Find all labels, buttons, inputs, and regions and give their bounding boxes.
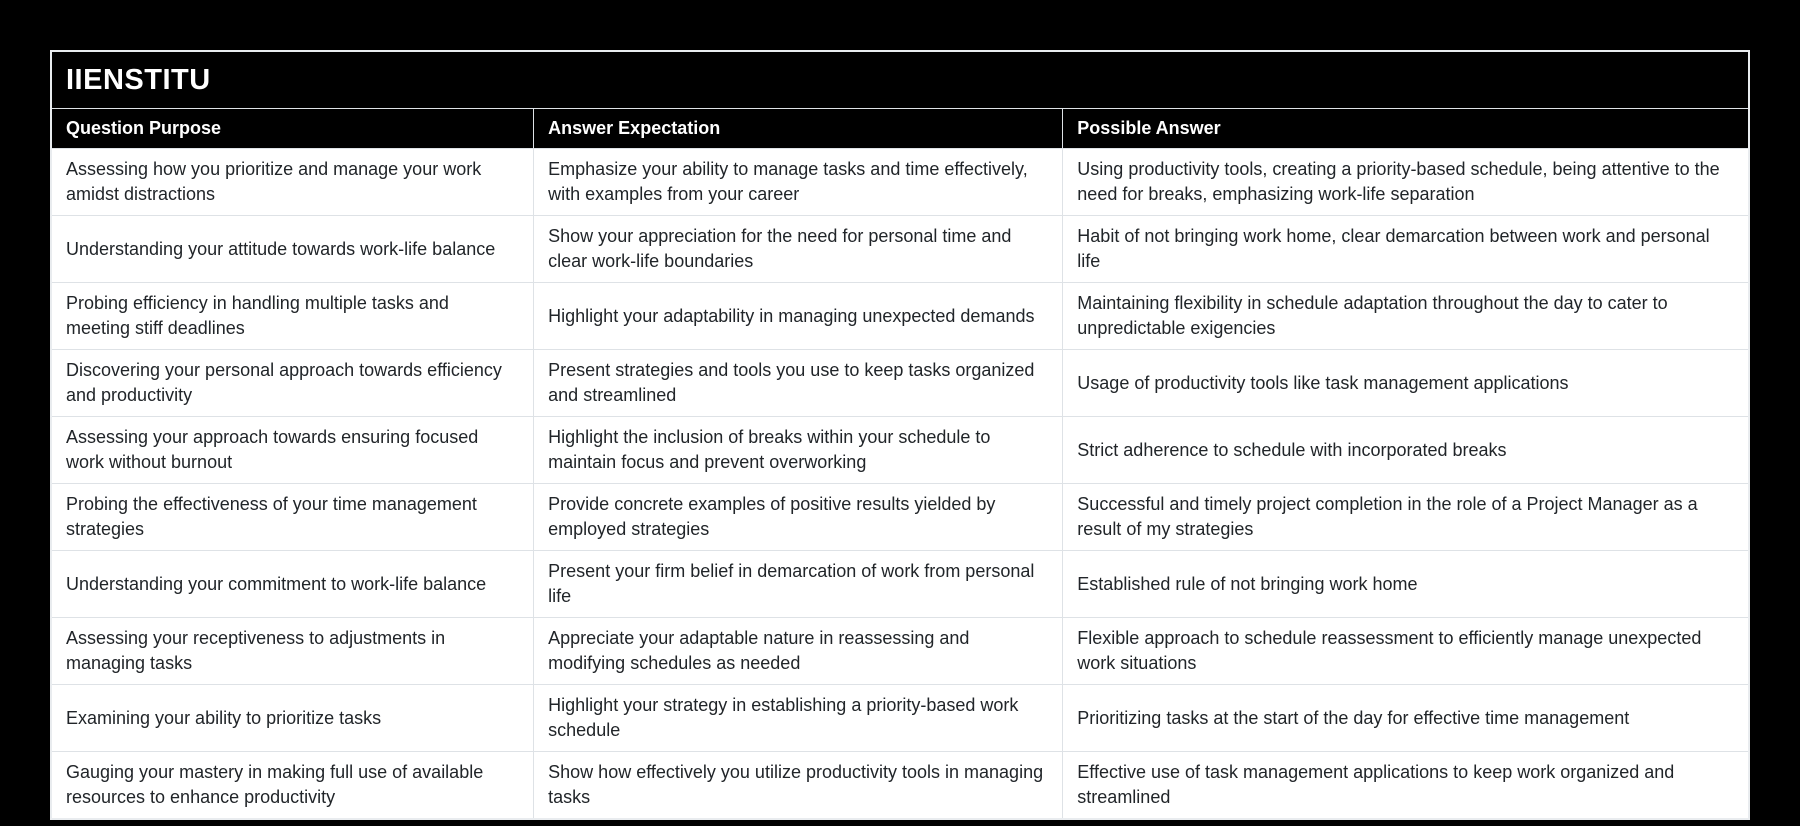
cell-answer-expectation: Show how effectively you utilize productivity tools in managing tasks bbox=[534, 752, 1063, 819]
table-row bbox=[52, 216, 1748, 283]
cell-possible-answer: Usage of productivity tools like task management applications bbox=[1063, 350, 1748, 417]
cell-possible-answer: Maintaining flexibility in schedule adaptation throughout the day to cater to unpredictable exigencies bbox=[1063, 283, 1748, 350]
cell-possible-answer: Habit of not bringing work home, clear demarcation between work and personal life bbox=[1063, 216, 1748, 283]
cell-answer-expectation: Highlight your adaptability in managing unexpected demands bbox=[534, 283, 1063, 350]
cell-question-purpose: Assessing your approach towards ensuring focused work without burnout bbox=[52, 417, 534, 484]
cell-question-purpose: Understanding your commitment to work-life balance bbox=[52, 551, 534, 618]
cell-answer-expectation: Highlight the inclusion of breaks within your schedule to maintain focus and prevent overworking bbox=[534, 417, 1063, 484]
table-row bbox=[52, 417, 1748, 484]
table-header-row bbox=[52, 109, 1748, 149]
cell-answer-expectation: Highlight your strategy in establishing a priority-based work schedule bbox=[534, 685, 1063, 752]
cell-possible-answer: Strict adherence to schedule with incorporated breaks bbox=[1063, 417, 1748, 484]
table-row bbox=[52, 618, 1748, 685]
cell-possible-answer: Prioritizing tasks at the start of the day for effective time management bbox=[1063, 685, 1748, 752]
cell-question-purpose: Examining your ability to prioritize tasks bbox=[52, 685, 534, 752]
cell-answer-expectation: Show your appreciation for the need for personal time and clear work-life boundaries bbox=[534, 216, 1063, 283]
table-row bbox=[52, 752, 1748, 819]
column-header-possible-answer: Possible Answer bbox=[1063, 109, 1748, 149]
cell-question-purpose: Understanding your attitude towards work-life balance bbox=[52, 216, 534, 283]
cell-question-purpose: Probing efficiency in handling multiple tasks and meeting stiff deadlines bbox=[52, 283, 534, 350]
cell-question-purpose: Gauging your mastery in making full use of available resources to enhance productivity bbox=[52, 752, 534, 819]
cell-question-purpose: Assessing your receptiveness to adjustments in managing tasks bbox=[52, 618, 534, 685]
cell-answer-expectation: Present your firm belief in demarcation of work from personal life bbox=[534, 551, 1063, 618]
table-row bbox=[52, 484, 1748, 551]
column-header-answer-expectation: Answer Expectation bbox=[534, 109, 1063, 149]
cell-question-purpose: Discovering your personal approach towards efficiency and productivity bbox=[52, 350, 534, 417]
cell-possible-answer: Effective use of task management applications to keep work organized and streamlined bbox=[1063, 752, 1748, 819]
table-row bbox=[52, 350, 1748, 417]
cell-possible-answer: Established rule of not bringing work home bbox=[1063, 551, 1748, 618]
qa-report-panel bbox=[50, 50, 1750, 820]
cell-answer-expectation: Present strategies and tools you use to keep tasks organized and streamlined bbox=[534, 350, 1063, 417]
cell-answer-expectation: Appreciate your adaptable nature in reassessing and modifying schedules as needed bbox=[534, 618, 1063, 685]
table-row bbox=[52, 283, 1748, 350]
qa-table bbox=[52, 109, 1748, 818]
cell-possible-answer: Flexible approach to schedule reassessment to efficiently manage unexpected work situations bbox=[1063, 618, 1748, 685]
cell-possible-answer: Using productivity tools, creating a priority-based schedule, being attentive to the need for breaks, emphasizing work-life separation bbox=[1063, 149, 1748, 216]
table-row bbox=[52, 685, 1748, 752]
cell-answer-expectation: Emphasize your ability to manage tasks and time effectively, with examples from your career bbox=[534, 149, 1063, 216]
cell-question-purpose: Assessing how you prioritize and manage your work amidst distractions bbox=[52, 149, 534, 216]
table-body bbox=[52, 149, 1748, 819]
column-header-question-purpose: Question Purpose bbox=[52, 109, 534, 149]
cell-answer-expectation: Provide concrete examples of positive results yielded by employed strategies bbox=[534, 484, 1063, 551]
table-row bbox=[52, 551, 1748, 618]
cell-question-purpose: Probing the effectiveness of your time management strategies bbox=[52, 484, 534, 551]
page-title: IIENSTITU bbox=[52, 52, 1748, 109]
table-row bbox=[52, 149, 1748, 216]
cell-possible-answer: Successful and timely project completion in the role of a Project Manager as a result of my strategies bbox=[1063, 484, 1748, 551]
